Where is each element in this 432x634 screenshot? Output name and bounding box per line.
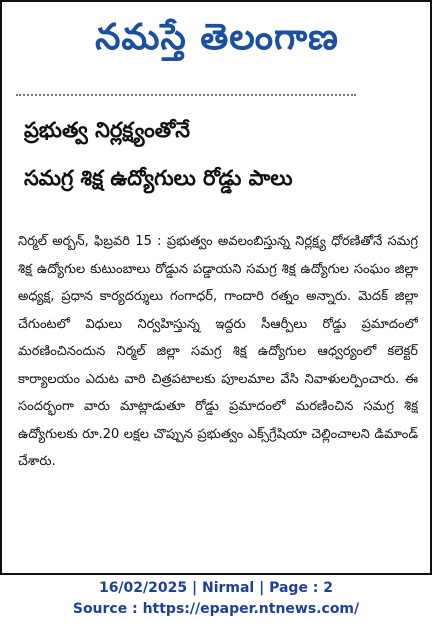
newspaper-masthead: నమస్తే తెలంగాణ xyxy=(95,17,339,58)
headline-line-2: సమగ్ర శిక్ష ఉద్యోగులు రోడ్డు పాలు xyxy=(24,166,293,190)
headline-line-1: ప్రభుత్వ నిర్లక్ష్యంతోనే xyxy=(24,118,191,142)
footer-date-edition: 16/02/2025 | Nirmal | Page : 2 xyxy=(98,580,334,596)
divider xyxy=(16,94,356,104)
footer-source: Source : https://epaper.ntnews.com/ xyxy=(72,601,360,617)
article-body: నిర్మల్ అర్బన్, ఫిబ్రవరి 15 : ప్రభుత్వం అవలంబిస్తున్న నిర్లక్ష్య ధోరణితోనే సమగ్ర శిక్ష ఉద్యోగుల కుటుంబాలు రోడ్డున పడ్డాయని సమగ్ర శిక్ష ఉద్యోగుల సంఘం జిల్లా అధ్యక్ష, ప్రధాన కార్యదర్శులు గంగాధర్, గాందారి రత్నం అన్నారు. మెదక్ జిల్లా చేగుంటలో విధులు నిర్వహిస్తున్న ఇద్దరు సీఆర్పీలు రోడ్డు ప్రమాదంలో మరణించినందున నిర్మల్ జిల్లా సమగ్ర శిక్ష ఉద్యోగుల ఆధ్వర్యంలో కలెక్టర్ కార్యాలయం ఎదుట వారి చిత్రపటాలకు పూలమాల వేసి నివాళులర్పించారు. ఈ సందర్భంగా వారు మాట్లాడుతూ రోడ్డు ప్రమాదంలో మరణించిన సమగ్ర శిక్ష ఉద్యోగులకు రూ.20 లక్షల చొప్పున ప్రభుత్వం ఎక్స్‌గ్రేషియా చెల్లించాలని డిమాండ్ చేశారు. xyxy=(18,234,418,469)
